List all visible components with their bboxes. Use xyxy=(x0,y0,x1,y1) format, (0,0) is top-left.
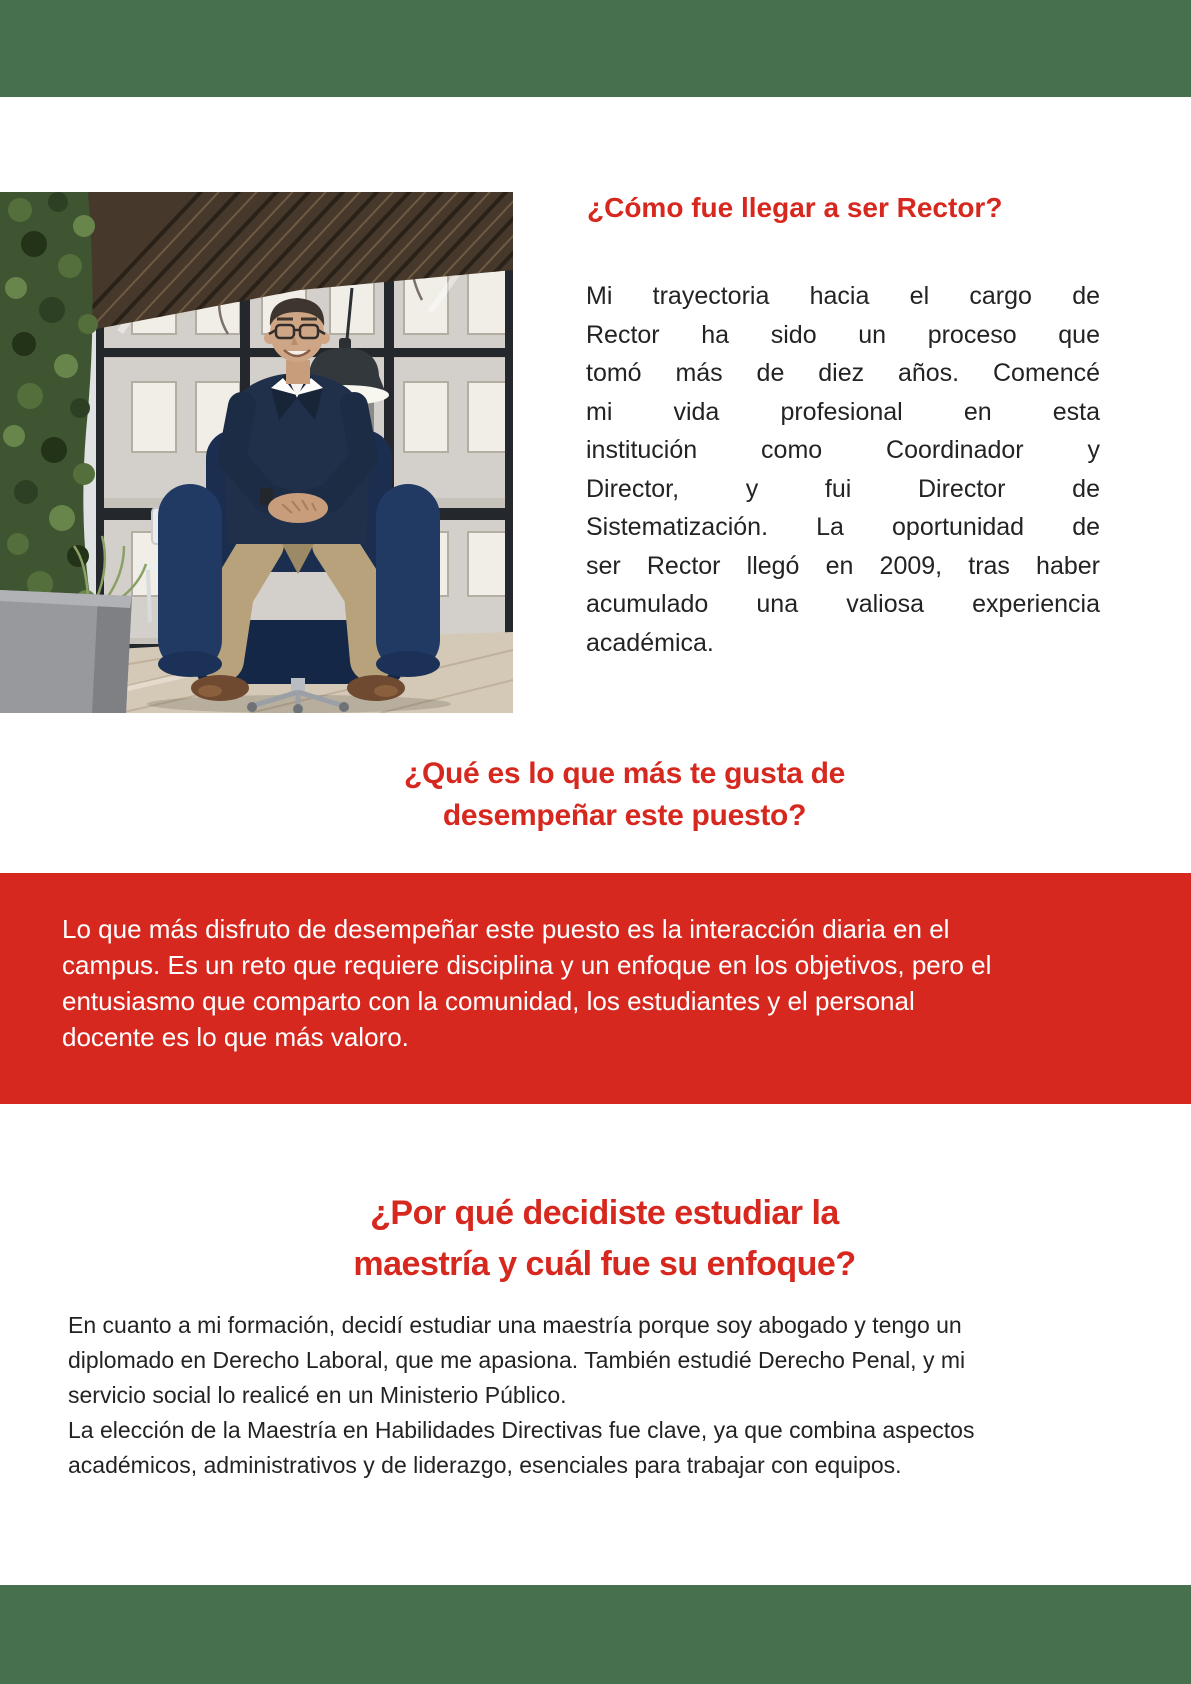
question-2 xyxy=(0,753,1191,837)
answer-3 xyxy=(68,1308,1148,1483)
question-1: ¿Cómo fue llegar a ser Rector? xyxy=(587,192,1003,223)
text-line: Sistematización. La oportunidad de xyxy=(586,513,1100,541)
rector-photo xyxy=(0,192,513,713)
text-line: Director, y fui Director de xyxy=(586,474,1100,503)
text-line: tomó más de diez años. Comencé xyxy=(586,359,1100,387)
text-line: acumulado una valiosa experiencia xyxy=(586,590,1100,618)
text-line: académicos, administrativos y de liderazgo, esenciales para trabajar con equipos. xyxy=(68,1452,902,1478)
text-line: docente es lo que más valoro. xyxy=(62,1022,409,1052)
text-line: diplomado en Derecho Laboral, que me apasiona. También estudié Derecho Penal, y mi xyxy=(68,1347,966,1373)
text-line: institución como Coordinador y xyxy=(586,436,1100,464)
text-line: Rector ha sido un proceso que xyxy=(586,320,1100,349)
highlight-band xyxy=(0,873,1191,1104)
text-line: campus. Es un reto que requiere disciplina y un enfoque en los objetivos, pero el xyxy=(62,950,992,980)
text-line: académica. xyxy=(586,628,714,657)
top-green-band xyxy=(0,0,1191,97)
rector-photo-illustration xyxy=(0,192,513,713)
answer-1 xyxy=(586,277,1100,662)
question-3 xyxy=(0,1188,1191,1290)
text-line: ser Rector llegó en 2009, tras haber xyxy=(586,551,1100,580)
text-line: maestría y cuál fue su enfoque? xyxy=(353,1245,856,1283)
bottom-green-band xyxy=(0,1585,1191,1684)
text-line: En cuanto a mi formación, decidí estudiar una maestría porque soy abogado y tengo un xyxy=(68,1312,962,1338)
text-line: mi vida profesional en esta xyxy=(586,397,1100,426)
answer-2 xyxy=(62,911,1144,1055)
text-line: Mi trayectoria hacia el cargo de xyxy=(586,282,1100,310)
text-line: ¿Por qué decidiste estudiar la xyxy=(370,1194,839,1232)
text-line: Lo que más disfruto de desempeñar este puesto es la interacción diaria en el xyxy=(62,914,950,944)
text-line: ¿Qué es lo que más te gusta de xyxy=(403,757,846,790)
text-line: La elección de la Maestría en Habilidades Directivas fue clave, ya que combina aspectos xyxy=(68,1417,975,1443)
text-line: servicio social lo realicé en un Ministerio Público. xyxy=(68,1382,567,1408)
text-line: entusiasmo que comparto con la comunidad, los estudiantes y el personal xyxy=(62,986,915,1016)
text-line: desempeñar este puesto? xyxy=(442,799,807,832)
